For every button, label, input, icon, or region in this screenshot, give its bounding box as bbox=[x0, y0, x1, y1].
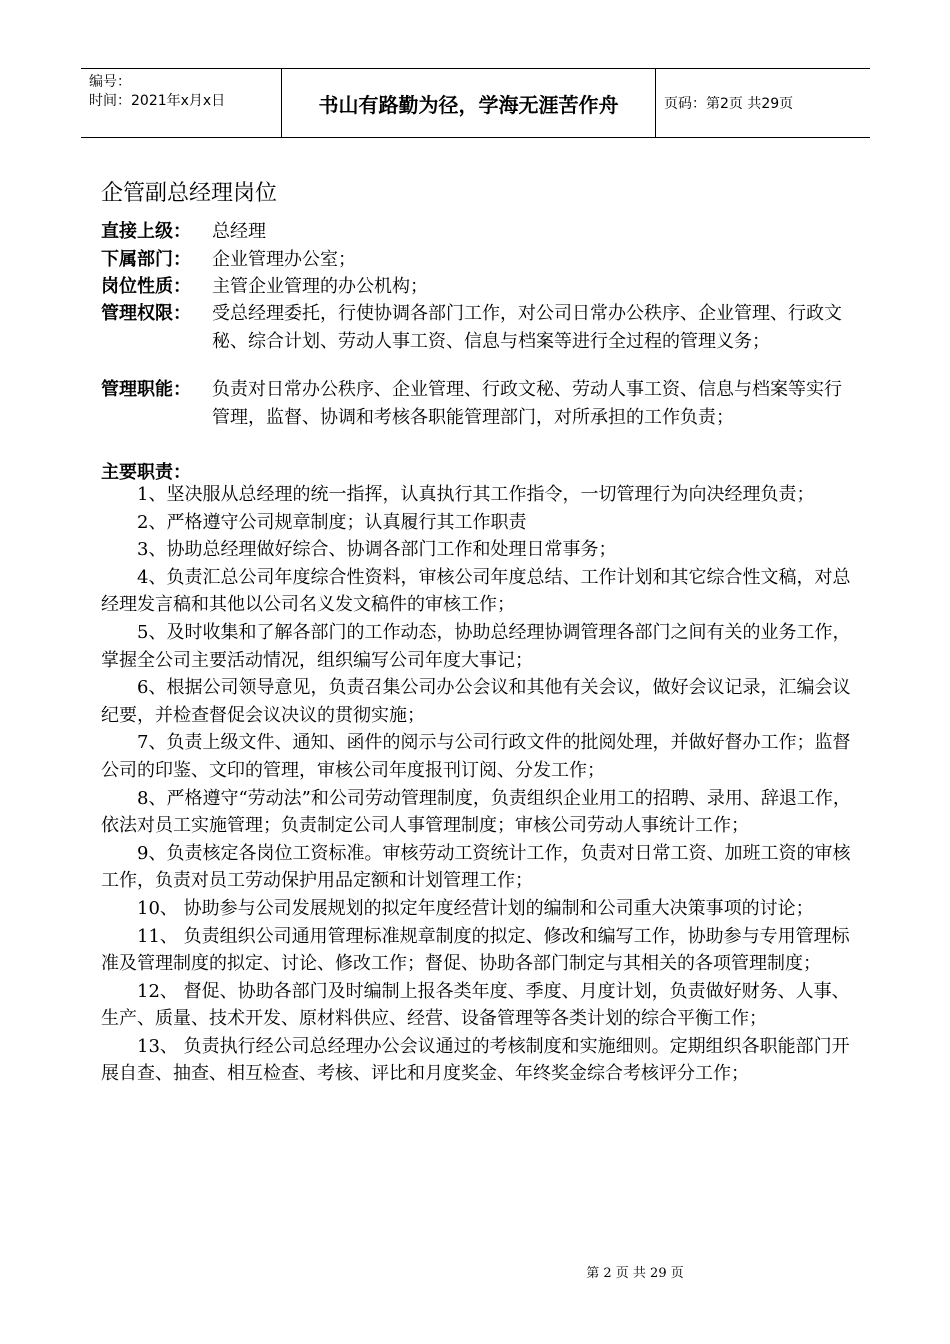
duty-item: 7、负责上级文件、通知、函件的阅示与公司行政文件的批阅处理，并做好督办工作；监督公司的印鉴、文印的管理，审核公司年度报刊订阅、分发工作； bbox=[101, 732, 851, 781]
page-footer: 第 2 页 共 29 页 bbox=[586, 1266, 684, 1281]
duty-item: 9、负责核定各岗位工资标准。审核劳动工资统计工作，负责对日常工资、加班工资的审核工作，负责对员工劳动保护用品定额和计划管理工作； bbox=[101, 842, 851, 892]
field-position-nature bbox=[101, 273, 853, 301]
duty-item: 13、 负责执行经公司总经理办公会议通过的考核制度和实施细则。定期组织各职能部门开展自查、抽查、相互检查、考核、评比和月度奖金、年终奖金综合考核评分工作； bbox=[101, 1035, 850, 1085]
document-number-label: 编号： bbox=[89, 74, 131, 90]
duty-item: 6、根据公司领导意见，负责召集公司办公会议和其他有关会议，做好会议记录，汇编会议纪要，并检查督促会议决议的贯彻实施； bbox=[101, 677, 851, 726]
page-header bbox=[81, 68, 870, 138]
duty-item: 1、坚决服从总经理的统一指挥，认真执行其工作指令，一切管理行为向决经理负责； bbox=[137, 484, 815, 505]
document-date: 时间：2021年x月x日 bbox=[89, 93, 226, 109]
duty-item: 10、 协助参与公司发展规划的拟定年度经营计划的编制和公司重大决策事项的讨论； bbox=[137, 897, 814, 919]
field-label: 管理职能： bbox=[101, 379, 191, 400]
duties-list bbox=[101, 481, 853, 1088]
duty-item: 2、严格遵守公司规章制度；认真履行其工作职责 bbox=[137, 511, 527, 533]
duty-item: 3、协助总经理做好综合、协调各部门工作和处理日常事务； bbox=[137, 539, 617, 561]
field-value: 负责对日常办公秩序、企业管理、行政文秘、劳动人事工资、信息与档案等实行管理，监督、协调和考核各职能管理部门，对所承担的工作负责； bbox=[212, 379, 842, 428]
duty-item: 12、 督促、协助各部门及时编制上报各类年度、季度、月度计划，负责做好财务、人事、生产、质量、技术开发、原材料供应、经营、设备管理等各类计划的综合平衡工作； bbox=[101, 980, 850, 1030]
duty-item: 11、 负责组织公司通用管理标准规章制度的拟定、修改和编写工作，协助参与专用管理标准及管理制度的拟定、讨论、修改工作；督促、协助各部门制定与其相关的各项管理制度； bbox=[101, 925, 850, 975]
duty-item: 4、负责汇总公司年度综合性资料，审核公司年度总结、工作计划和其它综合性文稿，对总经理发言稿和其他以公司名义发文稿件的审核工作； bbox=[101, 566, 851, 616]
field-value: 受总经理委托，行使协调各部门工作，对公司日常办公秩序、企业管理、行政文秘、综合计划、劳动人事工资、信息与档案等进行全过程的管理义务； bbox=[212, 303, 842, 352]
duty-item: 5、及时收集和了解各部门的工作动态，协助总经理协调管理各部门之间有关的业务工作，掌握全公司主要活动情况，组织编写公司年度大事记； bbox=[101, 621, 851, 671]
field-value: 总经理 bbox=[212, 221, 266, 242]
field-value: 主管企业管理的办公机构； bbox=[212, 276, 428, 297]
duty-item: 8、严格遵守“劳动法”和公司劳动管理制度，负责组织企业用工的招聘、录用、辞退工作，依法对员工实施管理；负责制定公司人事管理制度；审核公司劳动人事统计工作； bbox=[101, 787, 851, 837]
field-label: 管理权限： bbox=[101, 303, 191, 324]
field-management-function bbox=[101, 376, 853, 432]
field-label: 下属部门： bbox=[101, 249, 191, 270]
page-title: 企管副总经理岗位 bbox=[101, 181, 278, 206]
field-value: 企业管理办公室； bbox=[212, 249, 356, 270]
main-duties-heading: 主要职责： bbox=[101, 462, 191, 483]
header-page-info: 页码：第2页 共29页 bbox=[664, 96, 794, 112]
header-motto: 书山有路勤为径，学海无涯苦作舟 bbox=[282, 69, 656, 137]
field-label: 岗位性质： bbox=[101, 276, 191, 297]
field-direct-superior bbox=[101, 218, 853, 246]
field-subordinate-department bbox=[101, 246, 853, 274]
field-management-authority bbox=[101, 300, 853, 356]
field-label: 直接上级： bbox=[101, 221, 191, 242]
header-meta bbox=[81, 69, 282, 137]
